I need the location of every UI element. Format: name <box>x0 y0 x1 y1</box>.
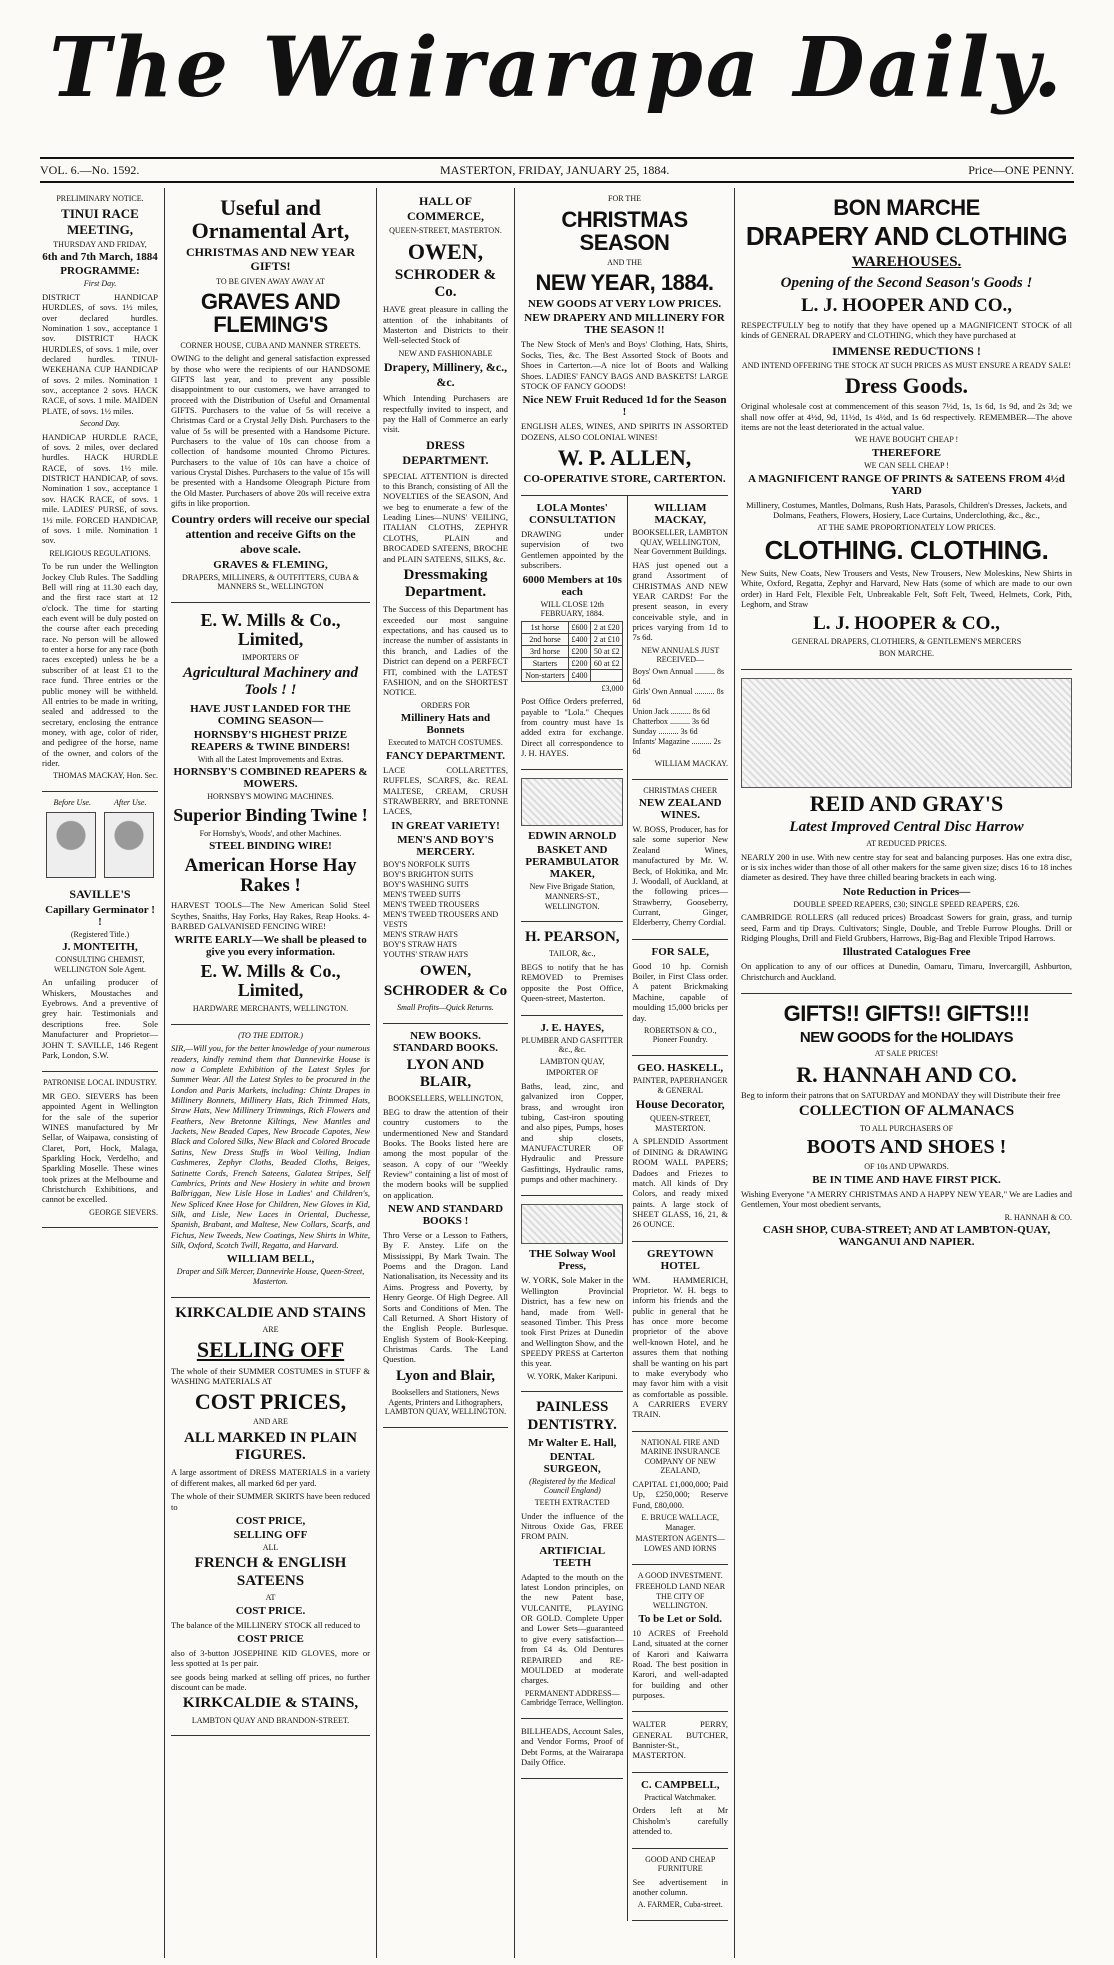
ad-text: W. YORK, Sole Maker in the Wellington Provincial District, has a few new on hand, made from Well-seasoned Timber. This Press took First Prizes at Dunedin and Wellington Show, and the SPEEDY PRESS at Carterton this year. <box>521 1275 624 1369</box>
ad-text: SPECIAL ATTENTION is directed to this Branch, consisting of All the NOVELTIES of the SEASON, And we beg to enumerate a few of the Leading Lines—NUNS' VEILING, ITALIAN CLOTHS, ZEPHYR CLOTHS, PLAIN and BROCADED SATEENS, BROCHE and PLAIN SATEENS, SILKS, &c. <box>383 470 508 564</box>
firm-address: BOOKSELLER, LAMBTON QUAY, WELLINGTON, Near Government Buildings. <box>632 528 728 557</box>
ad-highlight: A MAGNIFICENT RANGE OF PRINTS & SATEENS FROM 4½d YARD <box>748 472 1065 497</box>
list-item: MEN'S TWEED TROUSERS AND VESTS <box>383 909 499 929</box>
ad-text: A large assortment of DRESS MATERIALS in a variety of different makes, all marked 6d per yard. <box>171 1467 370 1488</box>
column-4 <box>514 188 734 1958</box>
firm-address: CORNER HOUSE, CUBA AND MANNER STREETS. <box>180 340 361 350</box>
list-item: Boys' Own Annual .......... 8s 6d <box>632 666 725 686</box>
ad-heading: BON MARCHE <box>833 195 980 220</box>
ad-text: Under the influence of the Nitrous Oxide Gas, FREE FROM PAIN. <box>521 1510 624 1542</box>
firm-address: New Five Brigade Station, MANNERS-ST., WELLINGTON. <box>529 882 615 911</box>
ad-text: BEG to draw the attention of their country customers to the undermentioned New and Standard Books. The Books listed here are among the most popular of the season. A copy of our "Weekly Review" containing a list of most of the modern books will be supplied on application. <box>383 1106 508 1200</box>
table-total: £3,000 <box>601 683 624 693</box>
ad-highlight: Millinery Hats and Bonnets <box>400 712 491 737</box>
firm-name: GEO. HASKELL, <box>637 1062 724 1075</box>
ad-line: FOR THE <box>608 194 641 203</box>
ad-text: The whole of their SUMMER COSTUMES in STUFF & WASHING MATERIALS AT <box>171 1365 370 1386</box>
ad-highlight: COST PRICE. <box>235 1604 306 1617</box>
ad-text: 10 ACRES of Freehold Land, situated at the corner of Karori and Kaiwarra Road. The best position in Karori, and well-adapted for building and other purposes. <box>632 1627 728 1701</box>
firm-name: J. E. HAYES, <box>540 1021 604 1034</box>
ad-text: See advertisement in another column. <box>632 1876 728 1898</box>
ad-highlight: Drapery, Millinery, &c., &c. <box>383 360 508 390</box>
firm-name: GRAVES & FLEMING, <box>213 558 328 571</box>
after-label: After Use. <box>114 798 147 808</box>
annuals-list <box>632 667 728 757</box>
list-item: Chatterbox .......... 3s 6d <box>632 716 710 726</box>
ad-heading: CHRISTMAS SEASON <box>561 206 688 255</box>
firm-name: SCHRODER & Co <box>383 982 508 999</box>
ad-text: Original wholesale cost at commencement of this season 7½d, 1s, 1s 6d, 1s 9d, and 2s 3d; we shall now offer at 4½d, 9d, 11½d, 1s 4½d, and 1s 6d respectively. REMEMBER—The above items are not the least deteriorated in the actual value. <box>741 401 1072 432</box>
ad-text: Beg to inform their patrons that on SATURDAY and MONDAY they will Distribute their free <box>741 1090 1061 1101</box>
ad-heading: WAREHOUSES. <box>851 254 962 271</box>
ad-text: Thro Verse or a Lesson to Fathers, By F. Anstey. Life on the Mississippi, By Mark Twain. The Poems and the Dragon. Land Nationalisation, its Necessity and its Aims. Progress and Poverty, by Henry George. Of High Degree. All Sorts and Conditions of Men. The Call Returned. A Short History of the English People. Burlesque. English System of Book-Keeping. Christmas Cards. The Land Question. <box>383 1230 508 1365</box>
ad-text: MR GEO. SIEVERS has been appointed Agent in Wellington for the sale of the superior WINES manufactured by Mr Sellar, of Waipawa, consisting of Claret, Port, Hock, Malaga, Sparkling Hock, Verdelho, and Sparkling Moselle. These wines took prizes at the Melbourne and Christchurch Exhibitions, and cannot be excelled. <box>42 1090 158 1205</box>
ad-text: BILLHEADS, Account Sales, and Vendor Forms, Proof of Debt Forms, at the Wairarapa Daily Office. <box>521 1725 624 1767</box>
furniture-ad <box>632 1849 728 1922</box>
firm-name: C. CAMPBELL, <box>640 1778 720 1791</box>
ad-signature: WILLIAM MACKAY. <box>654 758 728 768</box>
ad-highlight: FRENCH & ENGLISH SATEENS <box>194 1555 347 1589</box>
harrow-image <box>741 678 1072 788</box>
dentist-ad <box>521 1392 623 1719</box>
lola-montes-ad <box>521 496 623 770</box>
allen-ad <box>521 188 728 496</box>
list-item: BOY'S STRAW HATS <box>383 939 457 949</box>
regulations-heading: RELIGIOUS REGULATIONS. <box>49 548 151 558</box>
ad-highlight: NEW DRAPERY AND MILLINERY FOR THE SEASON !! <box>524 312 725 337</box>
firm-name: LYON AND BLAIR, <box>406 1056 485 1090</box>
ad-heading: SAVILLE'S <box>69 886 131 901</box>
mills-ad <box>171 603 370 1025</box>
ad-highlight: Country orders will receive our special attention and receive Gifts on the above scale. <box>171 511 370 556</box>
ad-highlight: COST PRICE <box>237 1632 304 1645</box>
first-day-text: DISTRICT HANDICAP HURDLES, of sovs. 1½ miles, over declared hurdles. Nomination 1 sov., acceptance 1 sov. DISTRICT HACK HURDLES, of sovs. 1 mile, over declared hurdles. TINUI-WEKEHANA CUP HANDICAP of sovs. 2 miles. Nomination 1 sov., acceptance 2 sovs. HACK RACE, of sovs. 1 mile. MAIDEN PLATE, of sovs. 1½ miles. <box>42 291 158 416</box>
second-day-text: HANDICAP HURDLE RACE, of sovs. 2 miles, over declared hurdles. HACK HURDLE RACE, of sovs. 1½ mile. DISTRICT HANDICAP, of sovs. Nomination 1 sov., acceptance 1 sov. HACK RACE, of sovs. 1 mile. LADIES' PURSE, of sovs. 1½ mile. FORCED HANDICAP, of sovs. 1 mile. Nomination 1 sov. <box>42 431 158 546</box>
firm-trade: DENTAL SURGEON, <box>543 1450 601 1475</box>
saville-ad <box>42 792 158 1072</box>
ad-line: HAVE JUST LANDED FOR THE COMING SEASON— <box>190 702 351 727</box>
kirkcaldie-ad <box>171 1298 370 1737</box>
secretary: THOMAS MACKAY, Hon. Sec. <box>53 771 158 781</box>
first-day: First Day. <box>83 279 117 289</box>
agent-title: CONSULTING CHEMIST, WELLINGTON Sole Agent. <box>53 955 147 974</box>
list-item: Infants' Magazine .......... 2s 6d <box>632 736 721 756</box>
firm-trade: Practical Watchmaker. <box>644 1792 717 1802</box>
ad-text: The Success of this Department has exceeded our most sanguine expectations, and has caused us to increase the number of assistants in this branch, and Ladies of the District can depend on a PERFECT FIT, combined with the LATEST FASHION, and on the SHORTEST NOTICE. <box>383 604 508 698</box>
ad-heading: THE Solway Wool Press, <box>528 1248 616 1273</box>
ad-highlight: NEW AND STANDARD BOOKS ! <box>387 1203 504 1228</box>
ad-heading: Useful and Ornamental Art, <box>191 195 350 244</box>
ad-text: Millinery, Costumes, Mantles, Dolmans, Rush Hats, Parasols, Children's Dresses, Jackets, and Dolmans, Feathers, Flowers, Hosiery, Lace Curtains, Underclothing, &c., &c., <box>746 499 1067 520</box>
ad-heading: Superior Binding Twine ! <box>173 804 368 825</box>
firm-address: QUEEN-STREET, MASTERTON. <box>389 226 502 235</box>
before-label: Before Use. <box>53 798 91 808</box>
ad-text: Orders left at Mr Chisholm's carefully attended to. <box>632 1805 728 1837</box>
ad-text: HAVE great pleasure in calling the attention of the inhabitants of Masterton and Districts to their Well-selected Stock of <box>383 304 508 346</box>
ad-heading: Dressmaking Department. <box>403 566 488 601</box>
ad-line: ARE <box>262 1324 279 1334</box>
ad-heading: House Decorator, <box>635 1097 725 1112</box>
ad-signature: A. FARMER, Cuba-street. <box>637 1900 723 1910</box>
firm-address: BON MARCHE. <box>878 649 935 659</box>
firm-address: Booksellers and Stationers, News Agents, Printers and Lithographers, LAMBTON QUAY, WELLINGTON. <box>384 1387 507 1417</box>
ad-line: AND ARE <box>253 1417 288 1427</box>
ad-signature: W. YORK, Maker Karipuni. <box>526 1371 618 1381</box>
ad-heading: FANCY DEPARTMENT. <box>386 749 505 762</box>
ad-heading: NEW ZEALAND WINES. <box>638 797 722 822</box>
haskell-ad <box>632 1056 728 1242</box>
campbell-ad <box>632 1773 728 1849</box>
ad-heading: Dress Goods. <box>844 373 969 399</box>
ad-heading: Latest Improved Central Disc Harrow <box>789 818 1024 835</box>
column-5 <box>734 188 1078 1958</box>
ad-line: NEW ANNUALS JUST RECEIVED— <box>641 645 720 665</box>
arnold-ad <box>521 770 623 922</box>
firm-address: QUEEN-STREET, MASTERTON. <box>649 1114 711 1133</box>
masthead <box>0 0 1114 140</box>
column-3 <box>376 188 514 1958</box>
letter-signature: WILLIAM BELL, <box>226 1253 315 1266</box>
ad-line: TO ALL PURCHASERS OF <box>859 1123 954 1133</box>
ad-text: CAPITAL £1,000,000; Paid Up, £250,000; Reserve Fund, £80,000. <box>632 1479 728 1510</box>
letter-address: Draper and Silk Mercer, Dannevirke House, Queen-Street, Masterton. <box>176 1267 365 1286</box>
ad-line: AT <box>265 1592 276 1602</box>
ad-line: A GOOD INVESTMENT. <box>637 1570 723 1580</box>
firm-address: BOOKSELLERS, WELLINGTON, <box>387 1094 504 1104</box>
firm-name: L. J. HOOPER & CO., <box>813 612 1000 634</box>
ad-heading: NEW GOODS for the HOLIDAYS <box>799 1029 1014 1047</box>
list-item: BOY'S WASHING SUITS <box>383 879 469 889</box>
table-row: 1st horse £600 2 at £20 <box>522 621 623 633</box>
firm-name: E. W. Mills & Co., Limited, <box>200 609 341 649</box>
table-row: Non-starters £400 <box>522 669 623 681</box>
ad-heading: LOLA Montes' CONSULTATION <box>528 502 616 527</box>
firm-trade: PAINTER, PAPERHANGER & GENERAL <box>632 1076 728 1095</box>
firm-name: E. W. Mills & Co., Limited, <box>200 961 341 1001</box>
graves-fleming-ad <box>171 188 370 603</box>
basket-image <box>521 778 623 826</box>
firm-name: R. HANNAH AND CO. <box>796 1062 1017 1088</box>
lyon-blair-ad <box>383 1024 508 1428</box>
ad-line: OF 10s AND UPWARDS. <box>864 1162 949 1172</box>
ad-highlight: Note Reduction in Prices— <box>842 885 971 898</box>
press-image <box>521 1204 623 1244</box>
ad-text: The balance of the MILLINERY STOCK all reduced to <box>171 1619 361 1630</box>
tinui-race-ad <box>42 188 158 792</box>
firm-name: L. J. HOOPER AND CO., <box>800 294 1013 316</box>
ad-subheading: CHRISTMAS AND NEW YEAR GIFTS! <box>185 245 356 273</box>
ad-highlight: Illustrated Catalogues Free <box>842 946 971 959</box>
ad-text: HAS just opened out a grand Assortment of CHRISTMAS AND NEW YEAR CARDS! For the present season, in every conceivable style, and in prices varying from 1d to 7s 6d. <box>632 559 728 643</box>
ad-text: On application to any of our offices at Dunedin, Oamaru, Timaru, Invercargill, Ashburton, Christchurch and Auckland. <box>741 961 1072 982</box>
ad-line: TO BE GIVEN AWAY AWAY AT <box>216 276 325 286</box>
ad-subheading: Capillary Germinator ! ! <box>45 903 155 928</box>
ad-signature: ROBERTSON & CO., Pioneer Foundry. <box>644 1025 717 1045</box>
hannah-ad <box>741 994 1072 1258</box>
bell-letter <box>171 1025 370 1298</box>
firm-name: Mr Walter E. Hall, <box>528 1436 617 1449</box>
before-portrait-image <box>46 812 96 878</box>
place-date: MASTERTON, FRIDAY, JANUARY 25, 1884. <box>440 163 670 177</box>
firm-trade: PLUMBER AND GASFITTER &c., &c. <box>521 1035 624 1055</box>
ad-heading: MEN'S AND BOY'S MERCERY. <box>397 833 494 858</box>
ad-heading: PAINLESS DENTISTRY. <box>527 1399 617 1433</box>
ad-heading: Agricultural Machinery and Tools ! ! <box>182 665 359 699</box>
ad-heading: TINUI RACE MEETING, <box>61 205 139 237</box>
motto: Small Profits—Quick Returns. <box>397 1003 494 1013</box>
ad-text: New Suits, New Coats, New Trousers and Vests, New Trousers, New Moleskins, New Shirts in White, Oxford, Regatta, Zephyr and Harvard, New Hats (some of which are made to our own order) in Hard Felt, Flexible Felt, Unbreakable Felt, Soft Felt, Tweed, Helmets, Cork, Pith, Leghorn, and Straw <box>741 568 1072 610</box>
ad-highlight: IMMENSE REDUCTIONS ! <box>832 343 981 358</box>
ad-signature: R. HANNAH & CO. <box>1004 1212 1072 1222</box>
firm-name: REID AND GRAY'S <box>809 790 1004 816</box>
ad-line: AND INTEND OFFERING THE STOCK AT SUCH PRICES AS MUST ENSURE A READY SALE! <box>741 360 1072 370</box>
volume-number: VOL. 6.—No. 1592. <box>40 163 140 177</box>
hayes-ad <box>521 1016 623 1197</box>
ad-highlight: WRITE EARLY—We shall be pleased to give you every information. <box>174 934 367 959</box>
ad-highlight: IN GREAT VARIETY! <box>391 819 500 832</box>
sievers-ad <box>42 1072 158 1228</box>
table-row: 3rd horse £200 50 at £2 <box>522 645 623 657</box>
ad-text: W. BOSS, Producer, has for sale some superior New Zealand Wines, manufactured by Mr. W. Beck, of Hokitika, and Mr. J. Woodall, of Auckland, at the following prices—Strawberry, Gooseberry, Currant, Ginger, Elderberry, Cherry Cordial. <box>632 824 728 928</box>
ad-line: IMPORTER OF <box>546 1068 599 1078</box>
ad-heading: BOOTS AND SHOES ! <box>806 1136 1007 1159</box>
land-ad <box>632 1565 728 1713</box>
ad-heading: DRESS DEPARTMENT. <box>402 437 489 467</box>
ad-highlight: HORNSBY'S COMBINED REAPERS & MOWERS. <box>173 766 368 791</box>
ad-heading: NATIONAL FIRE AND MARINE INSURANCE COMPANY OF NEW ZEALAND, <box>640 1437 720 1476</box>
reid-gray-ad <box>741 670 1072 994</box>
ad-text: WALTER PERRY, GENERAL BUTCHER, Bannister-St., MASTERTON. <box>632 1719 728 1761</box>
ad-line: THEREFORE <box>871 446 942 459</box>
ad-heading: GREYTOWN HOTEL <box>647 1247 714 1272</box>
mackay-ad <box>632 496 728 779</box>
agent-name: J. MONTEITH, <box>62 941 138 954</box>
insurance-ad <box>632 1432 728 1565</box>
firm-name: KIRKCALDIE & STAINS, <box>182 1695 359 1712</box>
firm-trade: TAILOR, &c., <box>549 949 596 959</box>
list-item: MEN'S TWEED SUITS <box>383 889 461 899</box>
ad-line: ORDERS FOR <box>420 700 471 710</box>
ad-highlight: BE IN TIME AND HAVE FIRST PICK. <box>812 1173 1001 1186</box>
ad-programme: PROGRAMME: <box>60 265 140 278</box>
ad-line: DOUBLE SPEED REAPERS, £30; SINGLE SPEED REAPERS, £26. <box>793 899 1020 909</box>
solway-ad <box>521 1196 623 1392</box>
ad-text: Which Intending Purchasers are respectfully invited to inspect, and pay the Hall of Commerce an early visit. <box>383 393 508 435</box>
ad-dates: 6th and 7th March, 1884 <box>42 251 158 264</box>
ad-highlight: ALL MARKED IN PLAIN FIGURES. <box>184 1429 357 1464</box>
list-item: YOUTHS' STRAW HATS <box>383 949 469 959</box>
ad-line: (Registered by the Medical Council England) <box>529 1476 616 1496</box>
letter-text: SIR,—Will you, for the better knowledge of your numerous readers, kindly remind them that Dannevirke House is now a Complete Exhibition of the Latest Styles for Summer Wear. All the Latest Styles to be procured in the London and Paris Markets, including: Chintz Drapes in Millinery Bonnets, Millinery Hats, Rich Trimmed Hats, Straw Hats, New Millinery Trimmings, Rich Flowers and Feathers, New Bretonne Kiltings, New Mantles and Jackets, New Beaded Capes, New Brocade Capotes, New Black and Colored Silks, New Black and Colored Brocade Satins, New Dress Stuffs in Wool Veiling, Indian Cashmeres, Zephyr Cloths, Beaded Cloths, Beiges, Satinette Cords, French Sateens, Galatea Stripes, Self Cambrics, Prints and New Hosiery in white and brown Balbriggan, New Lisle Hose in Ladies' and Children's, New Spliced Knee Hose for Children, New Gloves in Kid, Silk, and Lisle, New Laces in Oriental, Duchesse, Spanish, Brabant, and Maltese, New Collars, Scarfs, and Fichus, New Tweeds, New Coatings, New Shirts in White, Silk, Oxford, Scotch Twill, Regatta, and Harvard. <box>171 1043 370 1251</box>
after-portrait-image <box>104 812 154 878</box>
ad-text: An unfailing producer of Whiskers, Moustaches and Eyebrows. And a preventive of grey hair. Testimonials and descriptions free. Sole Manufacturer and Proprietor—JOHN T. SAVILLE, 146 Regent Park, London, S.W. <box>42 977 158 1060</box>
table-row: 2nd horse £400 2 at £10 <box>522 633 623 645</box>
ad-highlight: STEEL BINDING WIRE! <box>209 840 332 853</box>
ad-text: Adapted to the mouth on the latest London principles, on the new Patent base, VULCANITE, PLAYING OR GOLD. Complete Upper and Lower Sets—guaranteed to give every satisfaction—from £4 4s. Old Dentures REPAIRED and RE-MOULDED at moderate charges. <box>521 1571 624 1686</box>
ad-heading: GIFTS!! GIFTS!! GIFTS!!! <box>783 1001 1030 1027</box>
ad-text: The New Stock of Men's and Boys' Clothing, Hats, Shirts, Socks, Ties, &c. The Best Assorted Stock of Boots and Shoes in Carterton.—A nice lot of Boots and Walking Shoes. LADIES' FANCY BAGS AND BASKETS! LARGE STOCK OF FANCY GOODS! <box>521 339 728 391</box>
ad-highlight: SELLING OFF <box>233 1528 308 1541</box>
firm-name: KIRKCALDIE AND STAINS <box>175 1304 366 1321</box>
firm-address: LAMBTON QUAY AND BRANDON-STREET. <box>191 1715 350 1725</box>
firm-address: PERMANENT ADDRESS—Cambridge Terrace, Wellington. <box>521 1688 624 1708</box>
ad-text: also of 3-button JOSEPHINE KID GLOVES, more or less spotted at 1s per pair. <box>171 1647 370 1669</box>
ad-line: IMPORTERS OF <box>242 652 299 662</box>
ad-highlight: COST PRICES, <box>194 1389 347 1415</box>
ad-days: THURSDAY AND FRIDAY, <box>53 239 147 249</box>
list-item: Sunday .......... 3s 6d <box>632 726 698 736</box>
ad-line: TEETH EXTRACTED <box>534 1498 610 1507</box>
dateline <box>40 157 1074 183</box>
list-item: MEN'S TWEED TROUSERS <box>383 899 480 909</box>
ad-heading: To be Let or Sold. <box>638 1612 722 1625</box>
ad-line: FREEHOLD LAND NEAR THE CITY OF WELLINGTON. <box>635 1582 726 1611</box>
ad-text: DRAWING under supervision of two Gentlemen appointed by the subscribers. <box>521 529 624 571</box>
ad-text: OWING to the delight and general satisfaction expressed by those who were the recipients of our HANDSOME GIFTS last year, and to prevent any possible disappointment to our customers, we have arranged to proceed with the Distribution of Useful and Ornamental GIFTS. Purchasers to the value of 5s will receive a Christmas Card or a Crystal Jelly Dish. Purchasers to the value of 5s will be presented with a Handsome Picture. Purchasers to the value of 10s can choose from a collection of handsome mounted Chromo Pictures. Purchasers to the value of 10s can have a choice of various Crystal Dishes. Purchasers to the value of 15s will be presented with a Handsome Oleograph Picture from the Old Master. Purchasers of above 20s will receive extra gifts in like proportion. <box>171 353 370 509</box>
ad-highlight: NEW GOODS AT VERY LOW PRICES. <box>527 298 722 311</box>
list-item: Union Jack .......... 8s 6d <box>632 706 710 716</box>
firm-trade: GENERAL DRAPERS, CLOTHIERS, & GENTLEMEN'S MERCERS <box>791 637 1022 647</box>
ad-line: With all the Latest Improvements and Extras. <box>197 754 344 764</box>
firm-name: GRAVES AND FLEMING'S <box>200 289 341 338</box>
firm-name: Lyon and Blair, <box>395 1367 496 1384</box>
ad-line: For Hornsby's, Woods', and other Machines. <box>199 828 342 838</box>
ad-line: Executed to MATCH COSTUMES. <box>388 738 503 748</box>
ad-heading: NEW YEAR, 1884. <box>535 270 714 296</box>
firm-name: WILLIAM MACKAY, <box>653 502 707 527</box>
ad-text: BEGS to notify that he has REMOVED to Premises opposite the Post Office, Queen-street, Masterton. <box>521 962 624 1004</box>
firm-name: EDWIN ARNOLD <box>528 830 617 843</box>
ad-text: Good 10 hp. Cornish Boiler, in First Class order. A patent Brickmaking Machine, capable of moulding 15,000 bricks per day. <box>632 960 728 1023</box>
ad-text: see goods being marked at selling off prices, no further discount can be made. <box>171 1671 370 1692</box>
ad-text: HARVEST TOOLS—The New American Solid Steel Scythes, Snaiths, Hay Forks, Hay Rakes, Reap Hooks. 4-BARBED GALVANISED FENCING WIRE! <box>171 900 370 931</box>
ad-highlight: Nice NEW Fruit Reduced 1d for the Season ! <box>522 394 727 419</box>
ad-heading: FOR SALE, <box>651 945 709 958</box>
firm-address: CO-OPERATIVE STORE, CARTERTON. <box>523 473 726 486</box>
ad-heading: NEW BOOKS. STANDARD BOOKS. <box>393 1029 498 1054</box>
regulations-text: To be run under the Wellington Jockey Club Rules. The Saddling Bell will ring at 11.30 each day, and the first race start at 12 o'clock. The time for starting each event will be duly posted on the course after each preceding race. No person will be allowed to enter a horse for any race (both races excepted) unless he be a subscriber of at least £1 to the race fund. Three entries or the public money will be withheld. All entries to be made in writing, sealed and addressed to the secretary, enclosing the entrance money, with age, color of rider, and pedigree of the horse, name of the owner, and colors of the rider. <box>42 561 158 769</box>
table-row: Starters £200 60 at £2 <box>522 657 623 669</box>
ad-highlight: COST PRICE, <box>235 1514 306 1527</box>
ad-line: WE HAVE BOUGHT CHEAP ! <box>854 435 959 445</box>
column-2 <box>164 188 376 1958</box>
ad-highlight: COLLECTION OF ALMANACS <box>798 1103 1015 1120</box>
ad-heading: SELLING OFF <box>196 1337 345 1363</box>
ad-highlight: HORNSBY'S HIGHEST PRIZE REAPERS & TWINE BINDERS! <box>190 728 351 753</box>
list-item: BOY'S BRIGHTON SUITS <box>383 869 474 879</box>
ad-text: A SPLENDID Assortment of DINING & DRAWING ROOM WALL PAPERS; Dadoes and Friezes to match. All kinds of Dry Colors, and ready mixed paints. A large stock of SHEET GLASS, 16, 21, & 26 OUNCE. <box>632 1136 728 1230</box>
ad-highlight: Opening of the Second Season's Goods ! <box>780 274 1033 291</box>
mercery-list <box>383 860 508 960</box>
column-1 <box>36 188 164 1958</box>
firm-name: W. P. ALLEN, <box>557 444 692 470</box>
prize-table <box>521 621 623 682</box>
wines-ad <box>632 780 728 940</box>
list-item: Girls' Own Annual .......... 8s 6d <box>632 686 724 706</box>
columns <box>36 188 1078 1958</box>
ad-heading: American Horse Hay Rakes ! <box>184 855 357 897</box>
ad-heading: BASKET AND PERAMBULATOR MAKER, <box>525 844 620 881</box>
ad-line: MASTERTON AGENTS—LOWES AND IORNS <box>635 1534 725 1553</box>
price: Price—ONE PENNY. <box>968 163 1074 177</box>
ad-line: AT SALE PRICES! <box>874 1049 939 1059</box>
ad-heading: PATRONISE LOCAL INDUSTRY. <box>43 1078 157 1088</box>
registered-note: (Registered Title.) <box>70 929 130 939</box>
ad-heading: GOOD AND CHEAP FURNITURE <box>645 1854 716 1874</box>
list-item: MEN'S STRAW HATS <box>383 929 458 939</box>
ad-heading: CLOTHING. CLOTHING. <box>764 534 1049 565</box>
ad-line: AT THE SAME PROPORTIONATELY LOW PRICES. <box>817 523 996 533</box>
firm-address: HARDWARE MERCHANTS, WELLINGTON. <box>192 1004 349 1014</box>
ad-text: WM. HAMMERICH, Proprietor. W. H. begs to inform his friends and the public in general that he has once more become proprietor of the above well-known Hotel, and he assures them that nothing shall be wanting on his part to make everybody who may favor him with a visit as comfortable as possible. A CARRIERS EVERY TRAIN. <box>632 1274 728 1420</box>
ad-line: AT REDUCED PRICES. <box>866 839 947 849</box>
ad-heading: DRAPERY AND CLOTHING <box>745 221 1068 252</box>
ad-text: ENGLISH ALES, WINES, AND SPIRITS IN ASSORTED DOZENS, ALSO COLONIAL WINES! <box>521 421 728 442</box>
billheads-ad <box>521 1719 623 1779</box>
firm-address: DRAPERS, MILLINERS, & OUTFITTERS, CUBA & MANNERS St., WELLINGTON <box>182 572 359 592</box>
ad-heading: HALL OF COMMERCE, <box>407 194 484 223</box>
ad-signature: E. BRUCE WALLACE, Manager. <box>641 1513 720 1532</box>
ad-line: CHRISTMAS CHEER <box>643 785 718 795</box>
bon-marche-ad <box>741 188 1072 670</box>
letter-heading: (TO THE EDITOR.) <box>238 1030 303 1040</box>
newspaper-title: The Wairarapa Daily. <box>49 20 1065 116</box>
firm-name: OWEN, <box>407 238 484 264</box>
ad-text: CAMBRIDGE ROLLERS (all reduced prices) Broadcast Sowers for grain, grass, and turnip seed, Farm and tip Drays. Cultivators; Single, Double, and Treble Furrow Ploughs. Drill or Ridging Ploughs, Drill and Field Grubbers, Harrows, Big-Bag and Flexible Tripod Harrows. <box>741 912 1072 943</box>
ad-text: Wishing Everyone "A MERRY CHRISTMAS AND A HAPPY NEW YEAR," We are Ladies and Gentlemen, Your most obedient servants, <box>741 1188 1072 1210</box>
ad-line: AND THE <box>607 257 642 267</box>
greytown-ad <box>632 1242 728 1432</box>
firm-name: OWEN, <box>419 962 472 979</box>
ad-text: The whole of their SUMMER SKIRTS have been reduced to <box>171 1491 370 1512</box>
ad-text: Baths, lead, zinc, and galvanized iron Copper, brass, and wrought iron tubing, Cast-iron spouting and also pipes, Pumps, hoses and ship closets, MANUFACTURER OF Hydraulic and Pressure Gasfittings, Hydraulic rams, pumps and other machinery. <box>521 1080 624 1185</box>
ad-highlight: ARTIFICIAL TEETH <box>539 1544 606 1569</box>
firm-name: H. PEARSON, <box>524 929 620 946</box>
ad-text: NEARLY 200 in use. With new centre stay for seat and balancing purposes. Has one extra disc, or is six inches wider than those of all other makers for the same given size; discs 16 to 18 inches diameter as desired. They have three chilled bearing brackets in each wing. <box>741 851 1072 883</box>
firm-address: CASH SHOP, CUBA-STREET; AND AT LAMBTON-QUAY, WANGANUI AND NAPIER. <box>762 1224 1051 1249</box>
ad-highlight: 6000 Members at 10s each <box>522 573 622 598</box>
ad-line: WILL CLOSE 12th FEBRUARY, 1884. <box>540 599 604 619</box>
for-sale-ad <box>632 940 728 1056</box>
perry-ad <box>632 1712 728 1772</box>
ad-text: LACE COLLARETTES, RUFFLES, SCARFS, &c. REAL MALTESE, CREAM, CRUSH STRAWBERRY, and BRETONNE LACES, <box>383 764 508 817</box>
ad-line: HORNSBY'S MOWING MACHINES. <box>207 792 334 802</box>
firm-name: SCHRODER & Co. <box>394 266 497 300</box>
ad-line: WE CAN SELL CHEAP ! <box>864 460 949 470</box>
pearson-ad <box>521 922 623 1015</box>
notice-label: PRELIMINARY NOTICE. <box>56 194 144 203</box>
ad-line: NEW AND FASHIONABLE <box>398 348 493 358</box>
second-day: Second Day. <box>80 419 120 429</box>
ad-line: ALL <box>262 1542 279 1552</box>
list-item: BOY'S NORFOLK SUITS <box>383 859 470 869</box>
ad-text: Post Office Orders preferred, payable to "Lola." Cheques from country must have 1s added extra for exchange. Direct all correspondence to J. H. HAYES. <box>521 696 624 759</box>
owen-schroder-ad <box>383 188 508 1024</box>
ad-signature: GEORGE SIEVERS. <box>89 1207 158 1217</box>
firm-address: LAMBTON QUAY, <box>539 1056 605 1066</box>
ad-text: RESPECTFULLY beg to notify that they have opened up a MAGNIFICENT STOCK of all kinds of GENERAL DRAPERY and CLOTHING, which they have purchased at <box>741 319 1072 341</box>
